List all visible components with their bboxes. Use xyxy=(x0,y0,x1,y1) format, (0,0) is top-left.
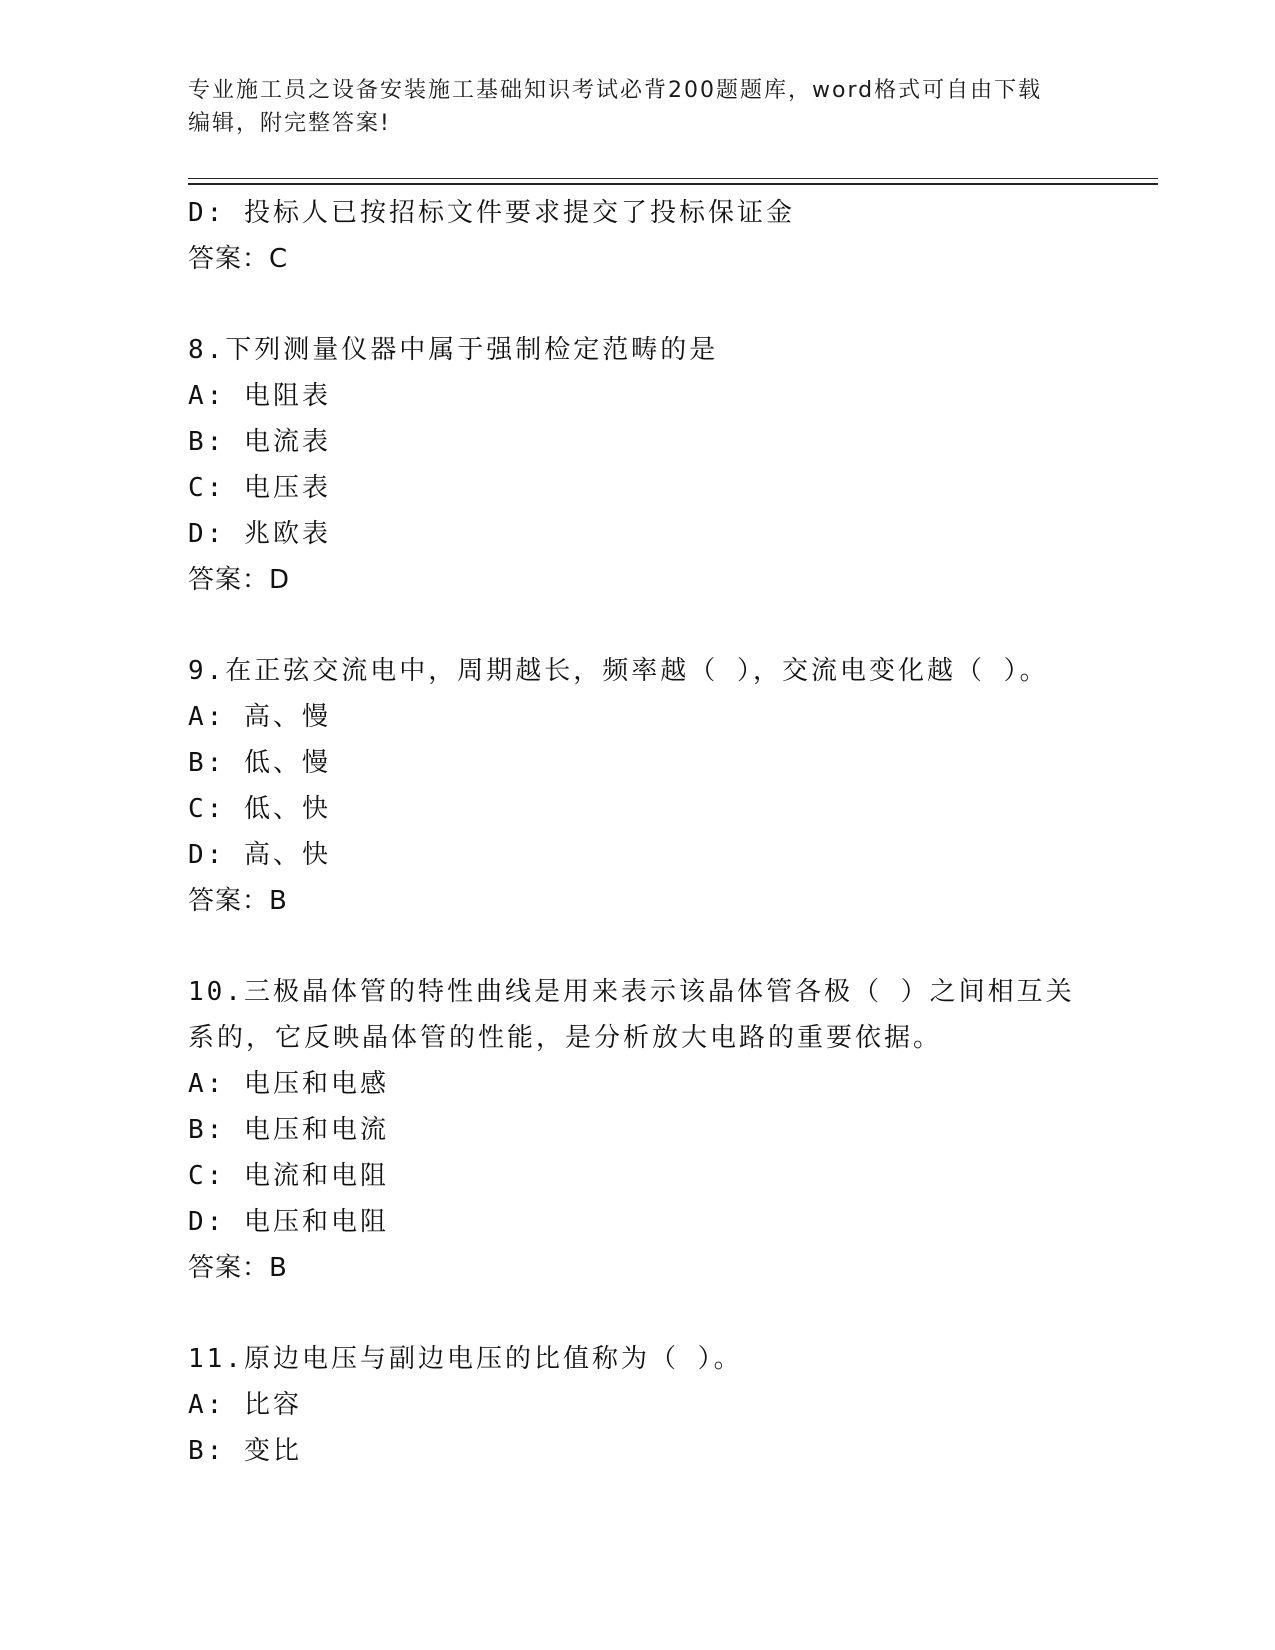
option-d: D: 兆欧表 xyxy=(188,519,331,549)
option-a: A: 电阻表 xyxy=(188,381,331,411)
question-stem-line-1: 10.三极晶体管的特性曲线是用来表示该晶体管各极（ ）之间相互关 xyxy=(188,977,1075,1007)
option-c: C: 电流和电阻 xyxy=(188,1161,389,1191)
header-divider-thin xyxy=(188,178,1158,179)
document-header xyxy=(188,74,1068,140)
prev-question-answer: 答案：C xyxy=(188,244,289,274)
question-stem: 8.下列测量仪器中属于强制检定范畴的是 xyxy=(188,335,719,365)
question-stem: 9.在正弦交流电中，周期越长，频率越（ ），交流电变化越（ ）。 xyxy=(188,656,1049,686)
option-b: B: 变比 xyxy=(188,1436,302,1466)
spacer xyxy=(188,1291,1088,1336)
header-divider-thick xyxy=(188,183,1158,185)
answer: 答案：B xyxy=(188,1253,288,1283)
option-d: D: 高、快 xyxy=(188,840,331,870)
option-b: B: 电压和电流 xyxy=(188,1115,389,1145)
option-a: A: 高、慢 xyxy=(188,702,331,732)
prev-question-option-d: D: 投标人已按招标文件要求提交了投标保证金 xyxy=(188,198,795,228)
spacer xyxy=(188,282,1088,327)
question-stem: 11.原边电压与副边电压的比值称为（ ）。 xyxy=(188,1344,743,1374)
option-b: B: 电流表 xyxy=(188,427,331,457)
option-b: B: 低、慢 xyxy=(188,748,331,778)
option-c: C: 电压表 xyxy=(188,473,331,503)
header-title-line-1: 专业施工员之设备安装施工基础知识考试必背200题题库，word格式可自由下载 xyxy=(188,78,1043,103)
question-10 xyxy=(188,969,1088,1291)
option-a: A: 电压和电感 xyxy=(188,1069,389,1099)
answer: 答案：B xyxy=(188,886,288,916)
answer: 答案：D xyxy=(188,565,291,595)
question-9 xyxy=(188,648,1088,924)
question-11 xyxy=(188,1336,1088,1474)
spacer xyxy=(188,924,1088,969)
header-title-line-2: 编辑，附完整答案! xyxy=(188,111,391,136)
option-d: D: 电压和电阻 xyxy=(188,1207,389,1237)
question-stem-line-2: 系的，它反映晶体管的性能，是分析放大电路的重要依据。 xyxy=(188,1023,943,1053)
option-a: A: 比容 xyxy=(188,1390,302,1420)
spacer xyxy=(188,603,1088,648)
option-c: C: 低、快 xyxy=(188,794,331,824)
question-list xyxy=(188,190,1088,1474)
question-8 xyxy=(188,327,1088,603)
